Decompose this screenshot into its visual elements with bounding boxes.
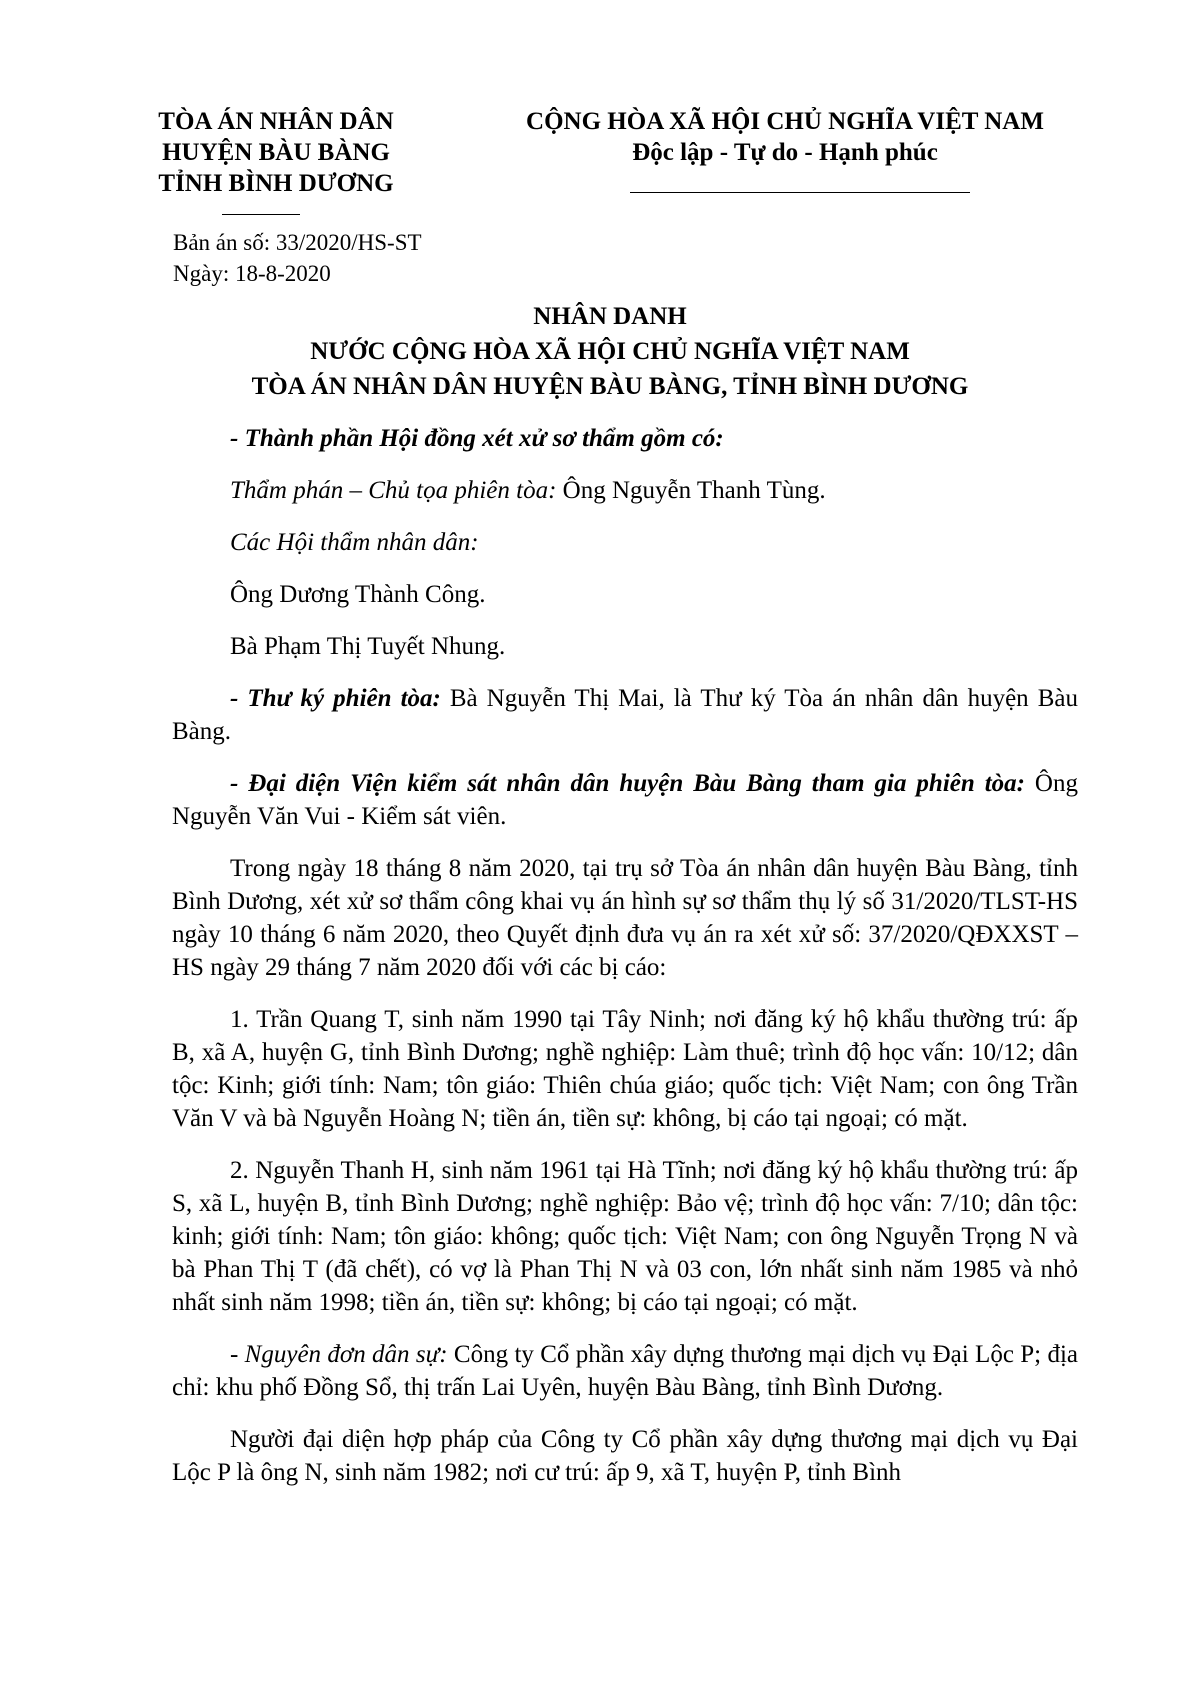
plaintiff-prefix: -: [230, 1341, 245, 1368]
clerk-text: Bà Nguyễn Thị Mai, là Thư ký Tòa án nhân dân huyện Bàu Bàng.: [172, 685, 1078, 745]
national-heading: [500, 106, 1070, 168]
title-line-2: NƯỚC CỘNG HÒA XÃ HỘI CHỦ NGHĨA VIỆT NAM: [310, 338, 910, 365]
republic-name: CỘNG HÒA XÃ HỘI CHỦ NGHĨA VIỆT NAM: [526, 108, 1044, 135]
case-number: Bản án số: 33/2020/HS-ST: [173, 230, 422, 255]
plaintiff-label: Nguyên đơn dân sự:: [244, 1341, 448, 1368]
title-line-1: NHÂN DANH: [533, 303, 687, 330]
clerk-label: - Thư ký phiên tòa:: [230, 685, 441, 712]
court-underline: [222, 214, 300, 215]
juror-1: Ông Dương Thành Công.: [230, 581, 486, 608]
clerk-paragraph: [172, 682, 1078, 748]
intro-paragraph: Trong ngày 18 tháng 8 năm 2020, tại trụ sở Tòa án nhân dân huyện Bàu Bàng, tỉnh Bình Dương, xét xử sơ thẩm công khai vụ án hình sự sơ thẩm thụ lý số 31/2020/TLST-HS ngày 10 tháng 6 năm 2020, theo Quyết định đưa vụ án ra xét xử số: 37/2020/QĐXXST – HS ngày 29 tháng 7 năm 2020 đối với các bị cáo:: [172, 855, 1078, 981]
procuracy-paragraph: [172, 767, 1078, 833]
procuracy-label: - Đại diện Viện kiểm sát nhân dân huyện Bàu Bàng tham gia phiên tòa:: [230, 770, 1025, 797]
case-info: [173, 227, 422, 289]
judge-name: Ông Nguyễn Thanh Tùng.: [556, 477, 826, 504]
representative-paragraph: Người đại diện hợp pháp của Công ty Cổ phần xây dựng thương mại dịch vụ Đại Lộc P là ông N, sinh năm 1982; nơi cư trú: ấp 9, xã T, huyện P, tỉnh Bình: [172, 1426, 1078, 1486]
court-name-line-2: HUYỆN BÀU BÀNG: [162, 139, 390, 166]
judge-paragraph: [172, 474, 1078, 507]
juror-2: Bà Phạm Thị Tuyết Nhung.: [230, 633, 506, 660]
defendant-1: 1. Trần Quang T, sinh năm 1990 tại Tây Ninh; nơi đăng ký hộ khẩu thường trú: ấp B, xã A, huyện G, tỉnh Bình Dương; nghề nghiệp: Làm thuê; trình độ học vấn: 10/12; dân tộc: Kinh; giới tính: Nam; tôn giáo: Thiên chúa giáo; quốc tịch: Việt Nam; con ông Trần Văn V và bà Nguyễn Hoàng N; tiền án, tiền sự: không, bị cáo tại ngoại; có mặt.: [172, 1006, 1078, 1132]
procuracy-text: Ông Nguyễn Văn Vui - Kiểm sát viên.: [172, 770, 1078, 830]
national-motto: Độc lập - Tự do - Hạnh phúc: [632, 139, 938, 166]
jurors-label: Các Hội thẩm nhân dân:: [230, 529, 479, 556]
motto-underline: [630, 192, 970, 193]
court-name-line-1: TÒA ÁN NHÂN DÂN: [158, 108, 394, 135]
title-line-3: TÒA ÁN NHÂN DÂN HUYỆN BÀU BÀNG, TỈNH BÌNH DƯƠNG: [251, 373, 969, 400]
judgment-title: [150, 299, 1070, 404]
court-name-block: [150, 106, 402, 199]
plaintiff-paragraph: [172, 1338, 1078, 1404]
panel-heading: - Thành phần Hội đồng xét xử sơ thẩm gồm có:: [230, 425, 724, 452]
judge-label: Thẩm phán – Chủ tọa phiên tòa:: [230, 477, 557, 504]
case-date: Ngày: 18-8-2020: [173, 261, 331, 286]
plaintiff-text: Công ty Cổ phần xây dựng thương mại dịch vụ Đại Lộc P; địa chỉ: khu phố Đồng Sổ, thị trấn Lai Uyên, huyện Bàu Bàng, tỉnh Bình Dương.: [172, 1341, 1078, 1401]
court-name-line-3: TỈNH BÌNH DƯƠNG: [158, 170, 394, 197]
defendant-2: 2. Nguyễn Thanh H, sinh năm 1961 tại Hà Tĩnh; nơi đăng ký hộ khẩu thường trú: ấp S, xã L, huyện B, tỉnh Bình Dương; nghề nghiệp: Bảo vệ; trình độ học vấn: 7/10; dân tộc: kinh; giới tính: Nam; tôn giáo: không; quốc tịch: Việt Nam; con ông Nguyễn Trọng N và bà Phan Thị T (đã chết), có vợ là Phan Thị N và 03 con, lớn nhất sinh năm 1985 và nhỏ nhất sinh năm 1998; tiền án, tiền sự: không; bị cáo tại ngoại; có mặt.: [172, 1157, 1078, 1316]
document-body: [172, 422, 1078, 1489]
